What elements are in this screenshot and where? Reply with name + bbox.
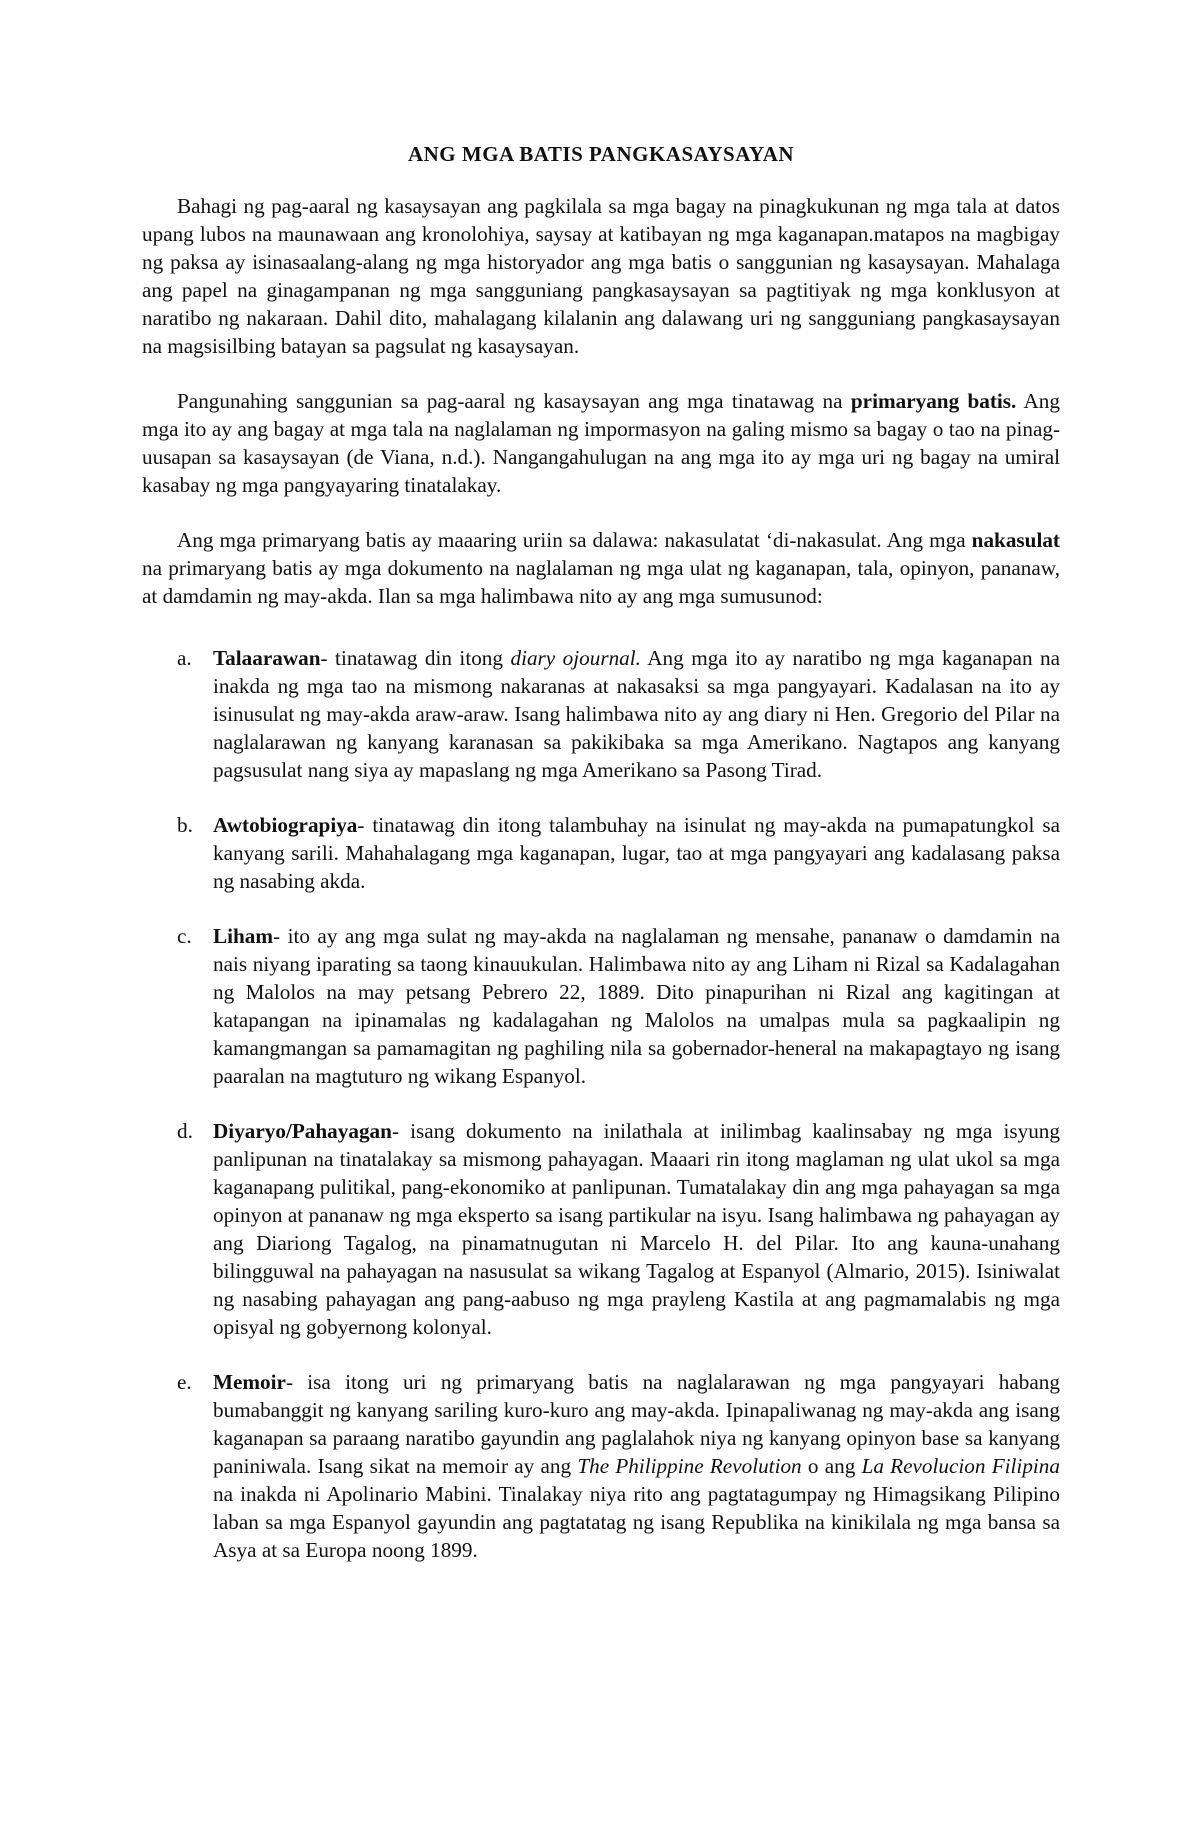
item-text: - tinatawag din itong talambuhay na isinulat ng may-akda na pumapatungkol sa kanyang sarili. Mahahalagang mga kaganapan, lugar, tao at mga pangyayari ang kadalasang paksa ng nasabing akda. [213, 813, 1060, 893]
list-item-awtobiograpiya [142, 811, 1060, 895]
text: na primaryang batis ay mga dokumento na naglalaman ng mga ulat ng kaganapan, tala, opinyon, pananaw, at damdamin ng may-akda. Ilan sa mga halimbawa nito ay ang mga sumusunod: [142, 556, 1060, 608]
list-marker: c. [177, 924, 192, 948]
page-title: ANG MGA BATIS PANGKASAYSAYAN [407, 142, 795, 166]
text: Ang mga ito ay ang bagay at mga tala na naglalaman ng impormasyon na galing mismo sa bagay o tao na pinag-uusapan sa kasaysayan (de Viana, n.d.). Nangangahulugan na ang mga ito ay mga uri ng bagay na umiral kasabay ng mga pangyayaring tinatalakay. [142, 389, 1060, 497]
item-text: - isa itong uri ng primaryang batis na naglalarawan ng mga pangyayari habang bumabanggit ng kanyang sariling kuro-kuro ang may-akda. Ipinapaliwanag ng may-akda ang isang kaganapan sa paraang naratibo gayundin ang paglalahok niya ng kanyang opinyon base sa kanyang paniniwala. Isang sikat na memoir ay ang [213, 1370, 1060, 1478]
list-marker: a. [177, 646, 192, 670]
item-text: na inakda ni Apolinario Mabini. Tinalakay niya rito ang pagtatagumpay ng Himagsikang Pilipino laban sa mga Espanyol gayundin ang pagtatatag ng isang Republika na kinikilala ng mga bansa sa Asya at sa Europa noong 1899. [213, 1482, 1060, 1562]
item-term: Liham [213, 924, 274, 948]
primary-sources-paragraph [142, 387, 1060, 499]
intro-paragraph: Bahagi ng pag-aaral ng kasaysayan ang pagkilala sa mga bagay na pinagkukunan ng mga tala at datos upang lubos na maunawaan ang kronolohiya, saysay at katibayan ng mga kaganapan.matapos na magbigay ng paksa ay isinasaalang-alang ng mga historyador ang mga batis o sanggunian ng kasaysayan. Mahalaga ang papel na ginagampanan ng mga sangguniang pangkasaysayan sa pagtitiyak ng mga konklusyon at naratibo ng nakaraan. Dahil dito, mahalagang kilalanin ang dalawang uri ng sangguniang pangkasaysayan na magsisilbing batayan sa pagsulat ng kasaysayan. [142, 194, 1060, 358]
text: Ang mga primaryang batis ay maaaring uriin sa dalawa: nakasulatat ‘di-nakasulat. Ang mga [177, 528, 972, 552]
item-italic: diary ojournal. [510, 646, 641, 670]
text: Pangunahing sanggunian sa pag-aaral ng kasaysayan ang mga tinatawag na [177, 389, 851, 413]
item-term: Awtobiograpiya [213, 813, 358, 837]
item-italic: La Revolucion Filipina [861, 1454, 1060, 1478]
item-text: - tinatawag din itong [320, 646, 511, 670]
item-term: Talaarawan [213, 646, 321, 670]
item-text: Ang mga ito ay naratibo ng mga kaganapan na inakda ng mga tao na mismong nakaranas at nakasaksi sa mga pangyayari. Kadalasan na ito ay isinusulat ng may-akda araw-araw. Isang halimbawa nito ay ang diary ni Hen. Gregorio del Pilar na naglalarawan ng kanyang karanasan sa pakikibaka sa mga Amerikano. Nagtapos ang kanyang pagsusulat nang siya ay mapaslang ng mga Amerikano sa Pasong Tirad. [213, 646, 1061, 782]
item-text: - ito ay ang mga sulat ng may-akda na naglalaman ng mensahe, pananaw o damdamin na nais niyang iparating sa taong kinauukulan. Halimbawa nito ay ang Liham ni Rizal sa Kadalagahan ng Malolos na may petsang Pebrero 22, 1889. Dito pinapurihan ni Rizal ang kagitingan at katapangan na ipinamalas ng kadalagahan ng Malolos na umalpas mula sa pagkaalipin ng kamangmangan sa pamamagitan ng paghiling nila sa gobernador-heneral na makapagtayo ng isang paaralan na magtuturo ng wikang Espanyol. [213, 924, 1060, 1088]
list-item-memoir [142, 1368, 1060, 1564]
key-term: primaryang batis. [850, 389, 1017, 413]
list-item-diyaryo [142, 1117, 1060, 1341]
document-body [142, 140, 1060, 1564]
item-term: Diyaryo/Pahayagan [213, 1119, 392, 1143]
item-text: o ang [801, 1454, 862, 1478]
list-item-liham [142, 922, 1060, 1090]
list-marker: e. [177, 1370, 192, 1394]
item-text: - isang dokumento na inilathala at inilimbag kaalinsabay ng mga isyung panlipunan na tinatalakay sa mismong pahayagan. Maaari rin itong maglaman ng ulat ukol sa mga kaganapang pulitikal, pang-ekonomiko at panlipunan. Tumatalakay din ang mga pahayagan sa mga opinyon at pananaw ng mga eksperto sa isang partikular na isyu. Isang halimbawa ng pahayagan ay ang Diariong Tagalog, na pinamatnugutan ni Marcelo H. del Pilar. Ito ang kauna-unahang bilingguwal na pahayagan na nasusulat sa wikang Tagalog at Espanyol (Almario, 2015). Isiniwalat ng nasabing pahayagan ang pang-aabuso ng mga prayleng Kastila at ang pagmamalabis ng mga opisyal ng gobyernong kolonyal. [213, 1119, 1060, 1339]
item-italic: The Philippine Revolution [577, 1454, 802, 1478]
written-sources-paragraph [142, 526, 1060, 610]
item-term: Memoir [213, 1370, 286, 1394]
source-types-list [142, 644, 1060, 1564]
key-term: nakasulat [971, 528, 1060, 552]
list-marker: b. [177, 813, 193, 837]
list-marker: d. [177, 1119, 193, 1143]
list-item-talaarawan [142, 644, 1060, 784]
